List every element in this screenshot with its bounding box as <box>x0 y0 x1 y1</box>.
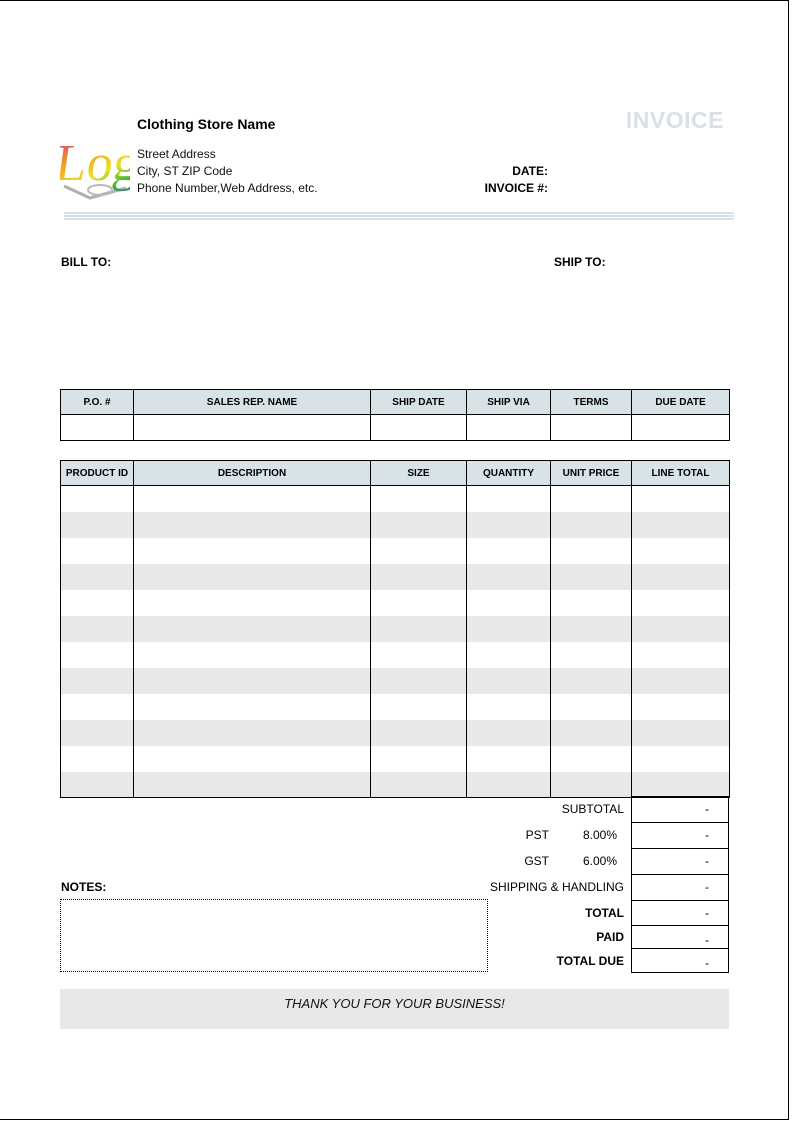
gst-value[interactable]: - <box>631 848 729 875</box>
line-total-cell[interactable] <box>632 746 730 772</box>
unit-price-cell[interactable] <box>551 694 632 720</box>
unit-price-cell[interactable] <box>551 486 632 512</box>
ship-via-cell[interactable] <box>467 415 551 441</box>
product-id-cell[interactable] <box>61 694 134 720</box>
order-info-table <box>60 389 730 441</box>
header-sales-rep: SALES REP. NAME <box>134 390 371 415</box>
header-due-date: DUE DATE <box>632 390 730 415</box>
size-cell[interactable] <box>371 590 467 616</box>
quantity-cell[interactable] <box>467 512 551 538</box>
size-cell[interactable] <box>371 772 467 798</box>
shipping-handling-value[interactable]: - <box>631 874 729 901</box>
header-divider <box>64 212 734 220</box>
due-date-cell[interactable] <box>632 415 730 441</box>
subtotal-value[interactable]: - <box>631 796 729 823</box>
invoice-title: INVOICE <box>625 107 724 133</box>
total-due-value[interactable]: - <box>631 948 729 973</box>
size-cell[interactable] <box>371 512 467 538</box>
size-cell[interactable] <box>371 642 467 668</box>
header-ship-via: SHIP VIA <box>467 390 551 415</box>
product-id-cell[interactable] <box>61 720 134 746</box>
unit-price-cell[interactable] <box>551 772 632 798</box>
table-row <box>61 512 730 538</box>
product-id-cell[interactable] <box>61 590 134 616</box>
size-cell[interactable] <box>371 616 467 642</box>
date-label: DATE: <box>512 164 548 178</box>
product-id-cell[interactable] <box>61 486 134 512</box>
subtotal-label: SUBTOTAL <box>561 802 624 816</box>
quantity-cell[interactable] <box>467 772 551 798</box>
street-address: Street Address <box>137 147 216 161</box>
size-cell[interactable] <box>371 486 467 512</box>
unit-price-cell[interactable] <box>551 590 632 616</box>
header-quantity: QUANTITY <box>467 461 551 486</box>
table-row <box>61 720 730 746</box>
header-line-total: LINE TOTAL <box>632 461 730 486</box>
unit-price-cell[interactable] <box>551 746 632 772</box>
product-id-cell[interactable] <box>61 512 134 538</box>
table-row <box>61 564 730 590</box>
quantity-cell[interactable] <box>467 668 551 694</box>
ship-date-cell[interactable] <box>371 415 467 441</box>
size-cell[interactable] <box>371 538 467 564</box>
description-cell[interactable] <box>134 642 371 668</box>
notes-input[interactable] <box>60 899 488 972</box>
line-total-cell[interactable] <box>632 538 730 564</box>
description-cell[interactable] <box>134 590 371 616</box>
product-id-cell[interactable] <box>61 616 134 642</box>
quantity-cell[interactable] <box>467 590 551 616</box>
pst-label: PST <box>525 828 549 842</box>
description-cell[interactable] <box>134 564 371 590</box>
line-total-cell[interactable] <box>632 772 730 798</box>
ship-to-label: SHIP TO: <box>554 255 606 269</box>
header-unit-price: UNIT PRICE <box>551 461 632 486</box>
line-total-cell[interactable] <box>632 512 730 538</box>
quantity-cell[interactable] <box>467 694 551 720</box>
total-value[interactable]: - <box>631 900 729 926</box>
thank-you-banner: THANK YOU FOR YOUR BUSINESS! <box>60 989 729 1029</box>
table-row <box>61 772 730 798</box>
description-cell[interactable] <box>134 668 371 694</box>
unit-price-cell[interactable] <box>551 538 632 564</box>
table-row <box>61 668 730 694</box>
description-cell[interactable] <box>134 694 371 720</box>
pst-rate: 8.00% <box>583 828 618 842</box>
order-info-row <box>61 415 730 441</box>
notes-label: NOTES: <box>61 880 107 894</box>
pst-value[interactable]: - <box>631 822 729 849</box>
quantity-cell[interactable] <box>467 616 551 642</box>
invoice-number-label: INVOICE #: <box>484 181 548 195</box>
header-po-number: P.O. # <box>61 390 134 415</box>
table-row <box>61 746 730 772</box>
size-cell[interactable] <box>371 668 467 694</box>
table-row <box>61 538 730 564</box>
po-number-cell[interactable] <box>61 415 134 441</box>
quantity-cell[interactable] <box>467 564 551 590</box>
terms-cell[interactable] <box>551 415 632 441</box>
total-due-label: TOTAL DUE <box>556 954 624 968</box>
paid-value[interactable]: - <box>631 925 729 949</box>
logo-text: Logo <box>60 134 130 192</box>
table-row <box>61 590 730 616</box>
company-logo <box>60 118 130 202</box>
city-line: City, ST ZIP Code <box>137 164 233 178</box>
description-cell[interactable] <box>134 486 371 512</box>
quantity-cell[interactable] <box>467 720 551 746</box>
line-total-cell[interactable] <box>632 642 730 668</box>
unit-price-cell[interactable] <box>551 616 632 642</box>
line-total-cell[interactable] <box>632 486 730 512</box>
gst-label: GST <box>524 854 549 868</box>
product-id-cell[interactable] <box>61 668 134 694</box>
size-cell[interactable] <box>371 746 467 772</box>
bill-to-label: BILL TO: <box>61 255 112 269</box>
size-cell[interactable] <box>371 694 467 720</box>
quantity-cell[interactable] <box>467 746 551 772</box>
product-id-cell[interactable] <box>61 564 134 590</box>
line-total-cell[interactable] <box>632 564 730 590</box>
product-id-cell[interactable] <box>61 746 134 772</box>
line-total-cell[interactable] <box>632 590 730 616</box>
description-cell[interactable] <box>134 512 371 538</box>
quantity-cell[interactable] <box>467 538 551 564</box>
description-cell[interactable] <box>134 746 371 772</box>
store-name: Clothing Store Name <box>137 116 276 132</box>
sales-rep-cell[interactable] <box>134 415 371 441</box>
contact-line: Phone Number,Web Address, etc. <box>137 181 318 195</box>
table-row <box>61 642 730 668</box>
line-items-table <box>60 460 730 798</box>
line-total-cell[interactable] <box>632 694 730 720</box>
description-cell[interactable] <box>134 720 371 746</box>
description-cell[interactable] <box>134 616 371 642</box>
table-row <box>61 616 730 642</box>
line-total-cell[interactable] <box>632 720 730 746</box>
total-label: TOTAL <box>585 906 624 920</box>
line-total-cell[interactable] <box>632 668 730 694</box>
unit-price-cell[interactable] <box>551 668 632 694</box>
product-id-cell[interactable] <box>61 772 134 798</box>
table-row <box>61 694 730 720</box>
description-cell[interactable] <box>134 772 371 798</box>
quantity-cell[interactable] <box>467 486 551 512</box>
unit-price-cell[interactable] <box>551 642 632 668</box>
unit-price-cell[interactable] <box>551 512 632 538</box>
unit-price-cell[interactable] <box>551 564 632 590</box>
table-row <box>61 486 730 512</box>
description-cell[interactable] <box>134 538 371 564</box>
size-cell[interactable] <box>371 564 467 590</box>
unit-price-cell[interactable] <box>551 720 632 746</box>
header-product-id: PRODUCT ID <box>61 461 134 486</box>
header-description: DESCRIPTION <box>134 461 371 486</box>
paid-label: PAID <box>596 930 624 944</box>
header-terms: TERMS <box>551 390 632 415</box>
size-cell[interactable] <box>371 720 467 746</box>
gst-rate: 6.00% <box>583 854 618 868</box>
line-total-cell[interactable] <box>632 616 730 642</box>
header-size: SIZE <box>371 461 467 486</box>
header-ship-date: SHIP DATE <box>371 390 467 415</box>
quantity-cell[interactable] <box>467 642 551 668</box>
product-id-cell[interactable] <box>61 538 134 564</box>
product-id-cell[interactable] <box>61 642 134 668</box>
shipping-handling-label: SHIPPING & HANDLING <box>489 880 624 894</box>
